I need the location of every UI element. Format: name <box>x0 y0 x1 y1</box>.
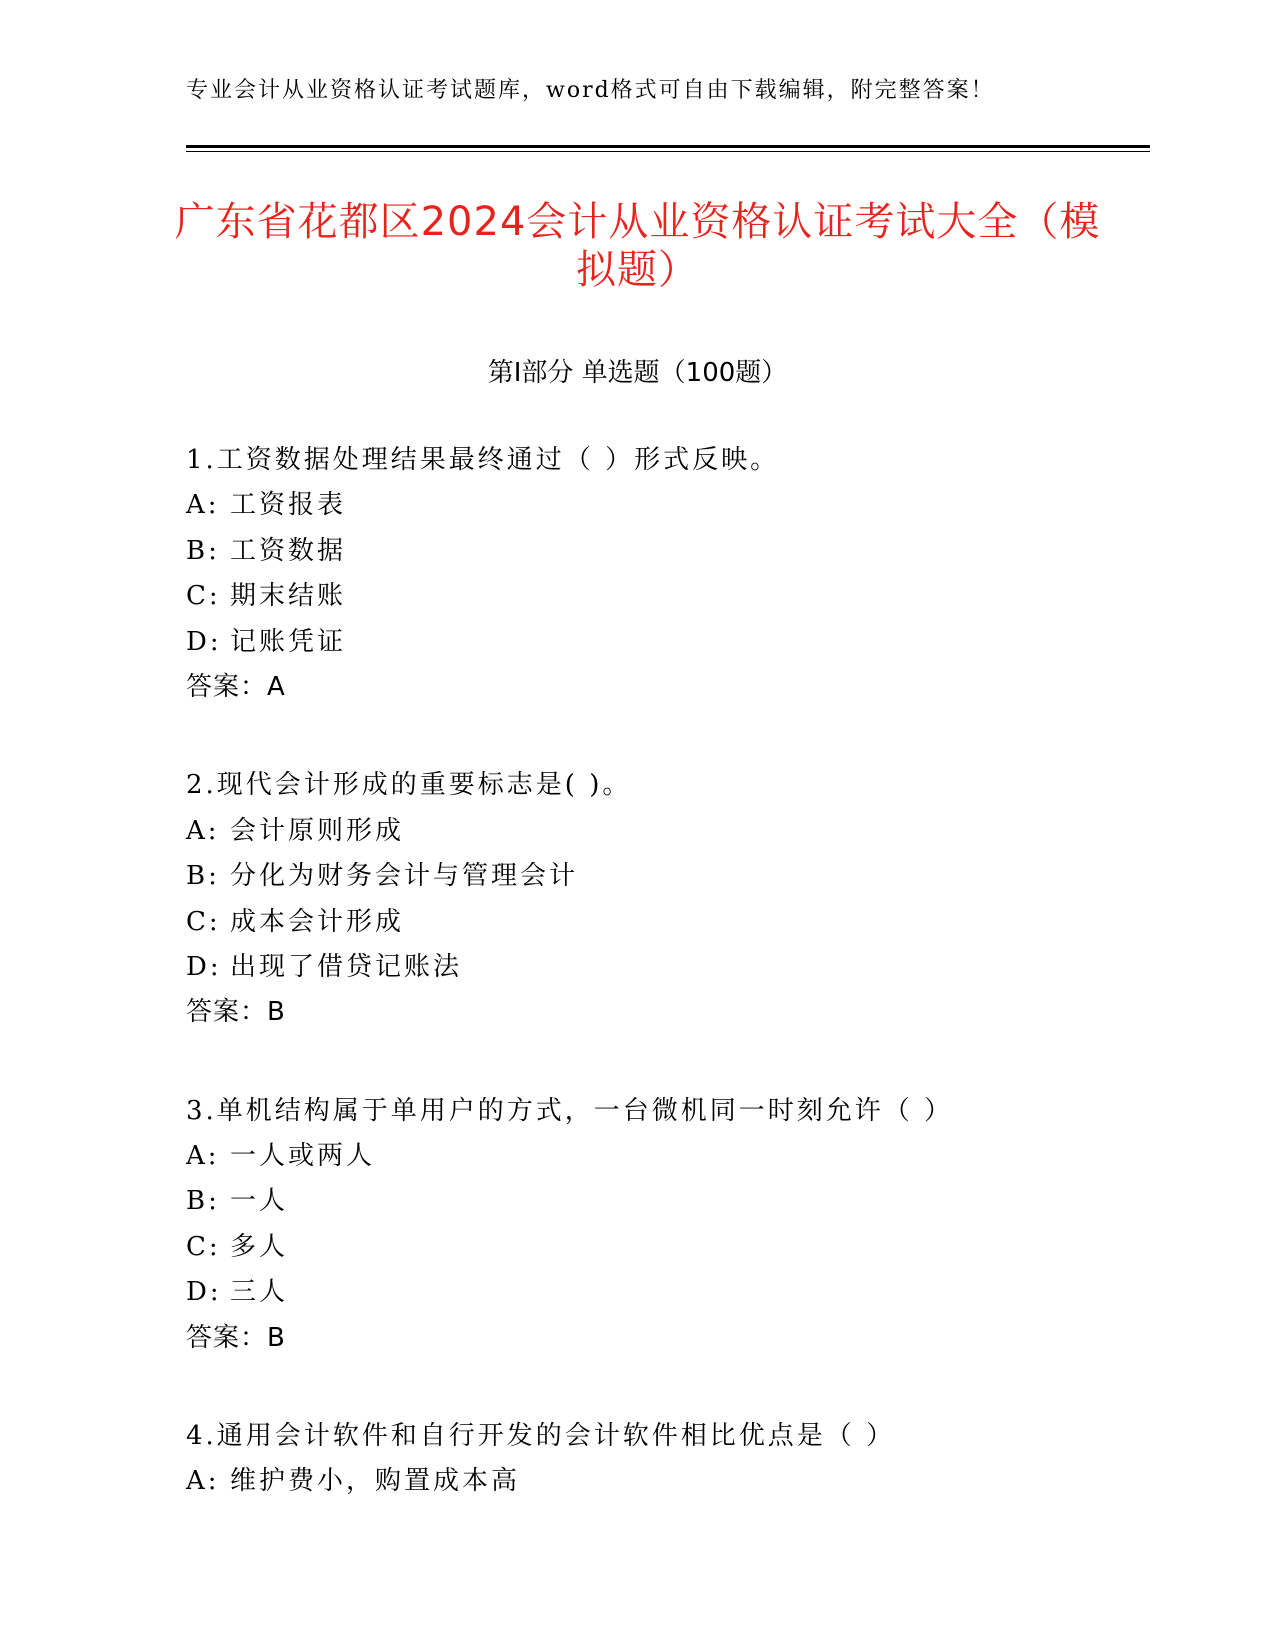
option-letter: B: <box>186 1186 220 1217</box>
answer-line: 答案：A <box>186 671 286 702</box>
answer-line: 答案：B <box>186 1322 286 1353</box>
option-letter: B: <box>186 535 220 566</box>
option-text: 出现了借贷记账法 <box>230 951 463 982</box>
option-letter: D: <box>186 951 222 982</box>
option-text: 成本会计形成 <box>230 906 405 937</box>
option-text: 会计原则形成 <box>230 815 405 846</box>
option-a <box>186 488 1146 533</box>
option-letter: D: <box>186 626 222 657</box>
answer-line: 答案：B <box>186 997 286 1028</box>
question-1 <box>186 443 1146 715</box>
option-d <box>186 1275 1146 1320</box>
question-2 <box>186 768 1146 1040</box>
question-stem: 1.工资数据处理结果最终通过（ ）形式反映。 <box>186 445 780 475</box>
option-text: 记账凭证 <box>230 626 347 657</box>
option-text: 多人 <box>230 1231 289 1262</box>
question-3 <box>186 1094 1146 1366</box>
option-a <box>186 1139 1146 1184</box>
option-letter: A: <box>186 1466 220 1497</box>
option-letter: A: <box>186 815 220 846</box>
option-letter: C: <box>186 1231 221 1262</box>
option-letter: D: <box>186 1277 222 1308</box>
option-a <box>186 814 1146 859</box>
option-c <box>186 1230 1146 1275</box>
option-text: 工资数据 <box>230 535 347 566</box>
option-text: 期末结账 <box>230 581 347 612</box>
option-letter: A: <box>186 490 220 521</box>
section-heading: 第I部分 单选题（100题） <box>487 358 788 388</box>
question-stem: 3.单机结构属于单用户的方式，一台微机同一时刻允许（ ） <box>186 1095 954 1126</box>
question-4 <box>186 1419 1146 1510</box>
header-rule-thin <box>186 151 1150 152</box>
option-text: 一人 <box>230 1186 289 1217</box>
option-text: 一人或两人 <box>230 1141 376 1172</box>
option-d <box>186 625 1146 670</box>
option-text: 三人 <box>230 1277 289 1308</box>
option-d <box>186 950 1146 995</box>
option-a <box>186 1464 1146 1509</box>
question-stem: 2.现代会计形成的重要标志是( )。 <box>186 770 632 801</box>
document-title: 广东省花都区2024会计从业资格认证考试大全（模拟题） <box>174 199 1101 293</box>
option-text: 分化为财务会计与管理会计 <box>230 861 579 892</box>
option-c <box>186 905 1146 950</box>
option-letter: C: <box>186 906 221 937</box>
question-stem: 4.通用会计软件和自行开发的会计软件相比优点是（ ） <box>186 1421 896 1452</box>
header-rule-thick <box>186 145 1150 148</box>
header-note: 专业会计从业资格认证考试题库，word格式可自由下载编辑，附完整答案！ <box>186 78 995 103</box>
option-text: 维护费小，购置成本高 <box>230 1466 521 1497</box>
option-letter: B: <box>186 861 220 892</box>
question-list <box>186 443 1146 1563</box>
option-b <box>186 1184 1146 1229</box>
option-letter: A: <box>186 1141 220 1172</box>
option-b <box>186 534 1146 579</box>
option-letter: C: <box>186 581 221 612</box>
option-b <box>186 859 1146 904</box>
option-c <box>186 579 1146 624</box>
option-text: 工资报表 <box>230 490 347 521</box>
